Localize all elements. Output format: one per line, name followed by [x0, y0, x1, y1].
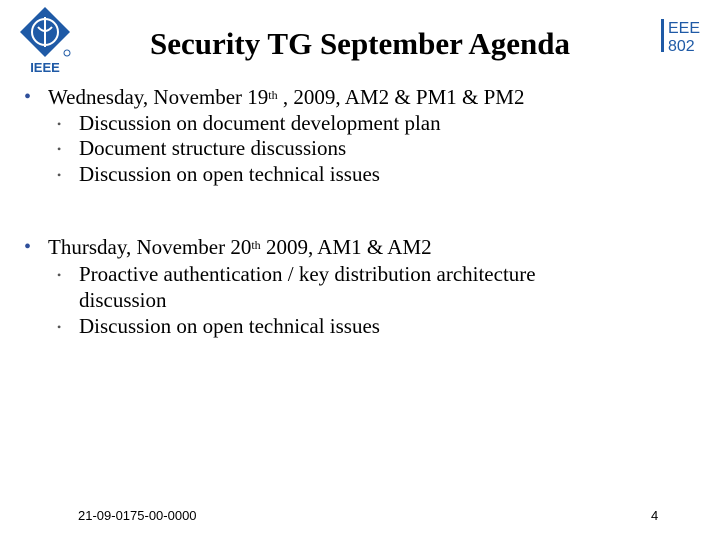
sub-bullet-icon: • [57, 117, 62, 131]
ieee-logo-text: IEEE [30, 60, 60, 75]
agenda-day-heading: Wednesday, November 19th , 2009, AM2 & PM1 & PM2 [48, 85, 525, 109]
sub-bullet-icon: • [57, 168, 62, 182]
sub-bullet-icon: • [57, 142, 62, 156]
ieee-802-logo-line2: 802 [668, 38, 695, 55]
agenda-day-heading: Thursday, November 20th 2009, AM1 & AM2 [48, 235, 432, 259]
sub-bullet-icon: • [57, 320, 62, 334]
sub-bullet-icon: • [57, 268, 62, 282]
bullet-icon: • [24, 236, 32, 258]
footer-page-number: 4 [651, 508, 659, 523]
slide-title: Security TG September Agenda [150, 26, 570, 61]
bullet-icon: • [24, 86, 32, 108]
ieee-802-logo-line1: EEE [668, 20, 701, 37]
footer-doc-number: 21-09-0175-00-0000 [78, 508, 197, 523]
